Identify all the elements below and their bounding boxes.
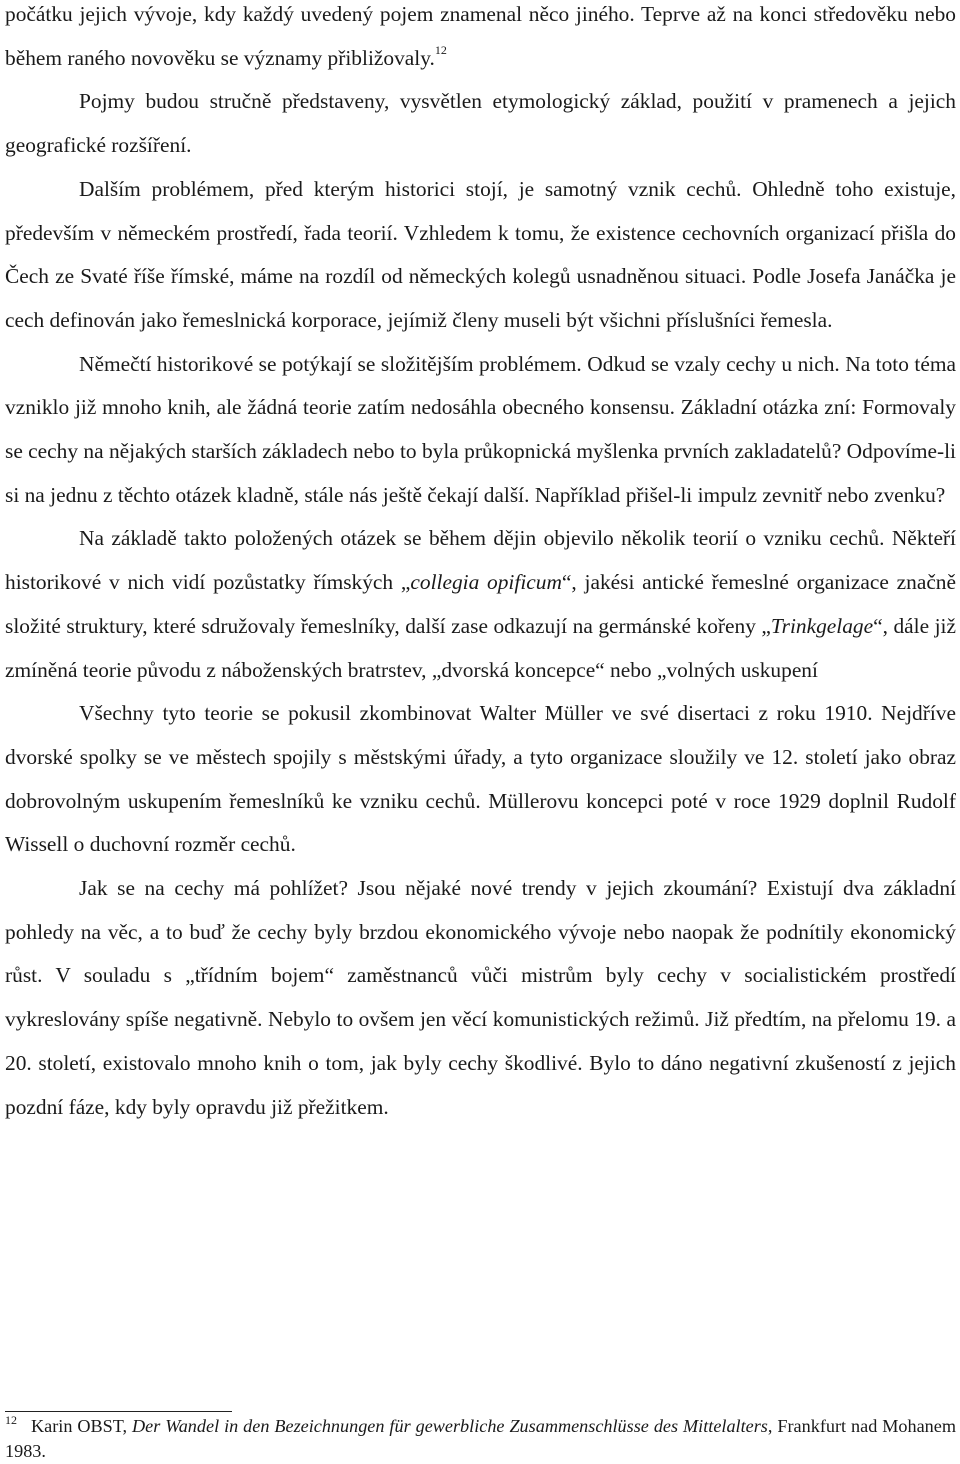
paragraph: [5, 168, 956, 343]
text-run: Na základě takto položených otázek se během dějin objevilo několik teorií o vzniku cechů. Někteří historikové v nich vidí pozůstatky římských „: [5, 526, 956, 595]
footnote-reference: 12: [434, 42, 447, 57]
italic-text: Trinkgelage: [770, 613, 874, 638]
text-run: Jak se na cechy má pohlížet? Jsou nějaké nové trendy v jejich zkoumání? Existují dva základní pohledy na věc, a to buď že cechy byly brzdou ekonomického vývoje nebo naopak že podnítily ekonomický růst. V souladu s „třídním bojem“ zaměstnanců vůči mistrům byly cechy v socialistickém prostředí vykreslovány spíše negativně. Nebylo to ovšem jen věcí komunistických režimů. Již předtím, na přelomu 19. a 20. století, existovalo mnoho knih o tom, jak byly cechy škodlivé. Bylo to dáno negativní zkušeností z jejich pozdní fáze, kdy byly opravdu již přežitkem.: [5, 876, 956, 1119]
paragraph: [5, 692, 956, 867]
footnote-text-run: , Frankfurt nad Mohanem 1983.: [5, 1416, 956, 1461]
text-run: “, jakési antické řemeslné organizace značně složité struktury, které sdružovaly řemeslníky, další zase odkazují na germánské kořeny „: [5, 570, 957, 638]
body-text: [5, 0, 956, 1129]
text-run: počátku jejich vývoje, kdy každý uvedený pojem znamenal něco jiného. Teprve až na konci středověku nebo během raného novověku se významy přibližovaly.: [5, 2, 956, 70]
paragraph: [5, 867, 956, 1129]
text-run: Pojmy budou stručně představeny, vysvětlen etymologický základ, použití v pramenech a jejich geografické rozšíření.: [5, 89, 956, 158]
text-run: Všechny tyto teorie se pokusil zkombinovat Walter Müller ve své disertaci z roku 1910. Nejdříve dvorské spolky se ve městech spojily s městskými úřady, a tyto organizace sloužily ve 12. století jako obraz dobrovolným uskupením řemeslníků ke vzniku cechů. Müllerovu koncepci poté v roce 1929 doplnil Rudolf Wissell o duchovní rozměr cechů.: [5, 701, 956, 857]
paragraph: [5, 0, 956, 80]
footnote-text-run: Karin OBST,: [31, 1416, 132, 1436]
footnote-number: 12: [5, 1413, 17, 1427]
text-run: “, dále již zmíněná teorie původu z náboženských bratrstev, „dvorská koncepce“ nebo „volných uskupení: [5, 613, 956, 682]
footnote-text: [5, 1416, 956, 1461]
footnote-separator: [5, 1411, 232, 1412]
paragraph: [5, 343, 956, 518]
text-run: Dalším problémem, před kterým historici stojí, je samotný vznik cechů. Ohledně toho existuje, především v německém prostředí, řada teorií. Vzhledem k tomu, že existence cechovních organizací přišla do Čech ze Svaté říše římské, máme na rozdíl od německých kolegů usnadněnou situaci. Podle Josefa Janáčka je cech definován jako řemeslnická korporace, jejímiž členy museli být všichni příslušníci řemesla.: [5, 176, 956, 332]
italic-text: collegia opificum: [410, 570, 562, 595]
footnote: [5, 1415, 956, 1463]
footnote-title: Der Wandel in den Bezeichnungen für gewerbliche Zusammenschlüsse des Mittelalters: [132, 1416, 768, 1436]
paragraph: [5, 80, 956, 167]
text-run: Němečtí historikové se potýkají se složitějším problémem. Odkud se vzaly cechy u nich. Na toto téma vzniklo již mnoho knih, ale žádná teorie zatím nedosáhla obecného konsensu. Základní otázka zní: Formovaly se cechy na nějakých starších základech nebo to byla průkopnická myšlenka prvních zakladatelů? Odpovíme-li si na jednu z těchto otázek kladně, stále nás ještě čekají další. Například přišel-li impulz zevnitř nebo zvenku?: [5, 351, 956, 507]
paragraph: [5, 517, 956, 692]
